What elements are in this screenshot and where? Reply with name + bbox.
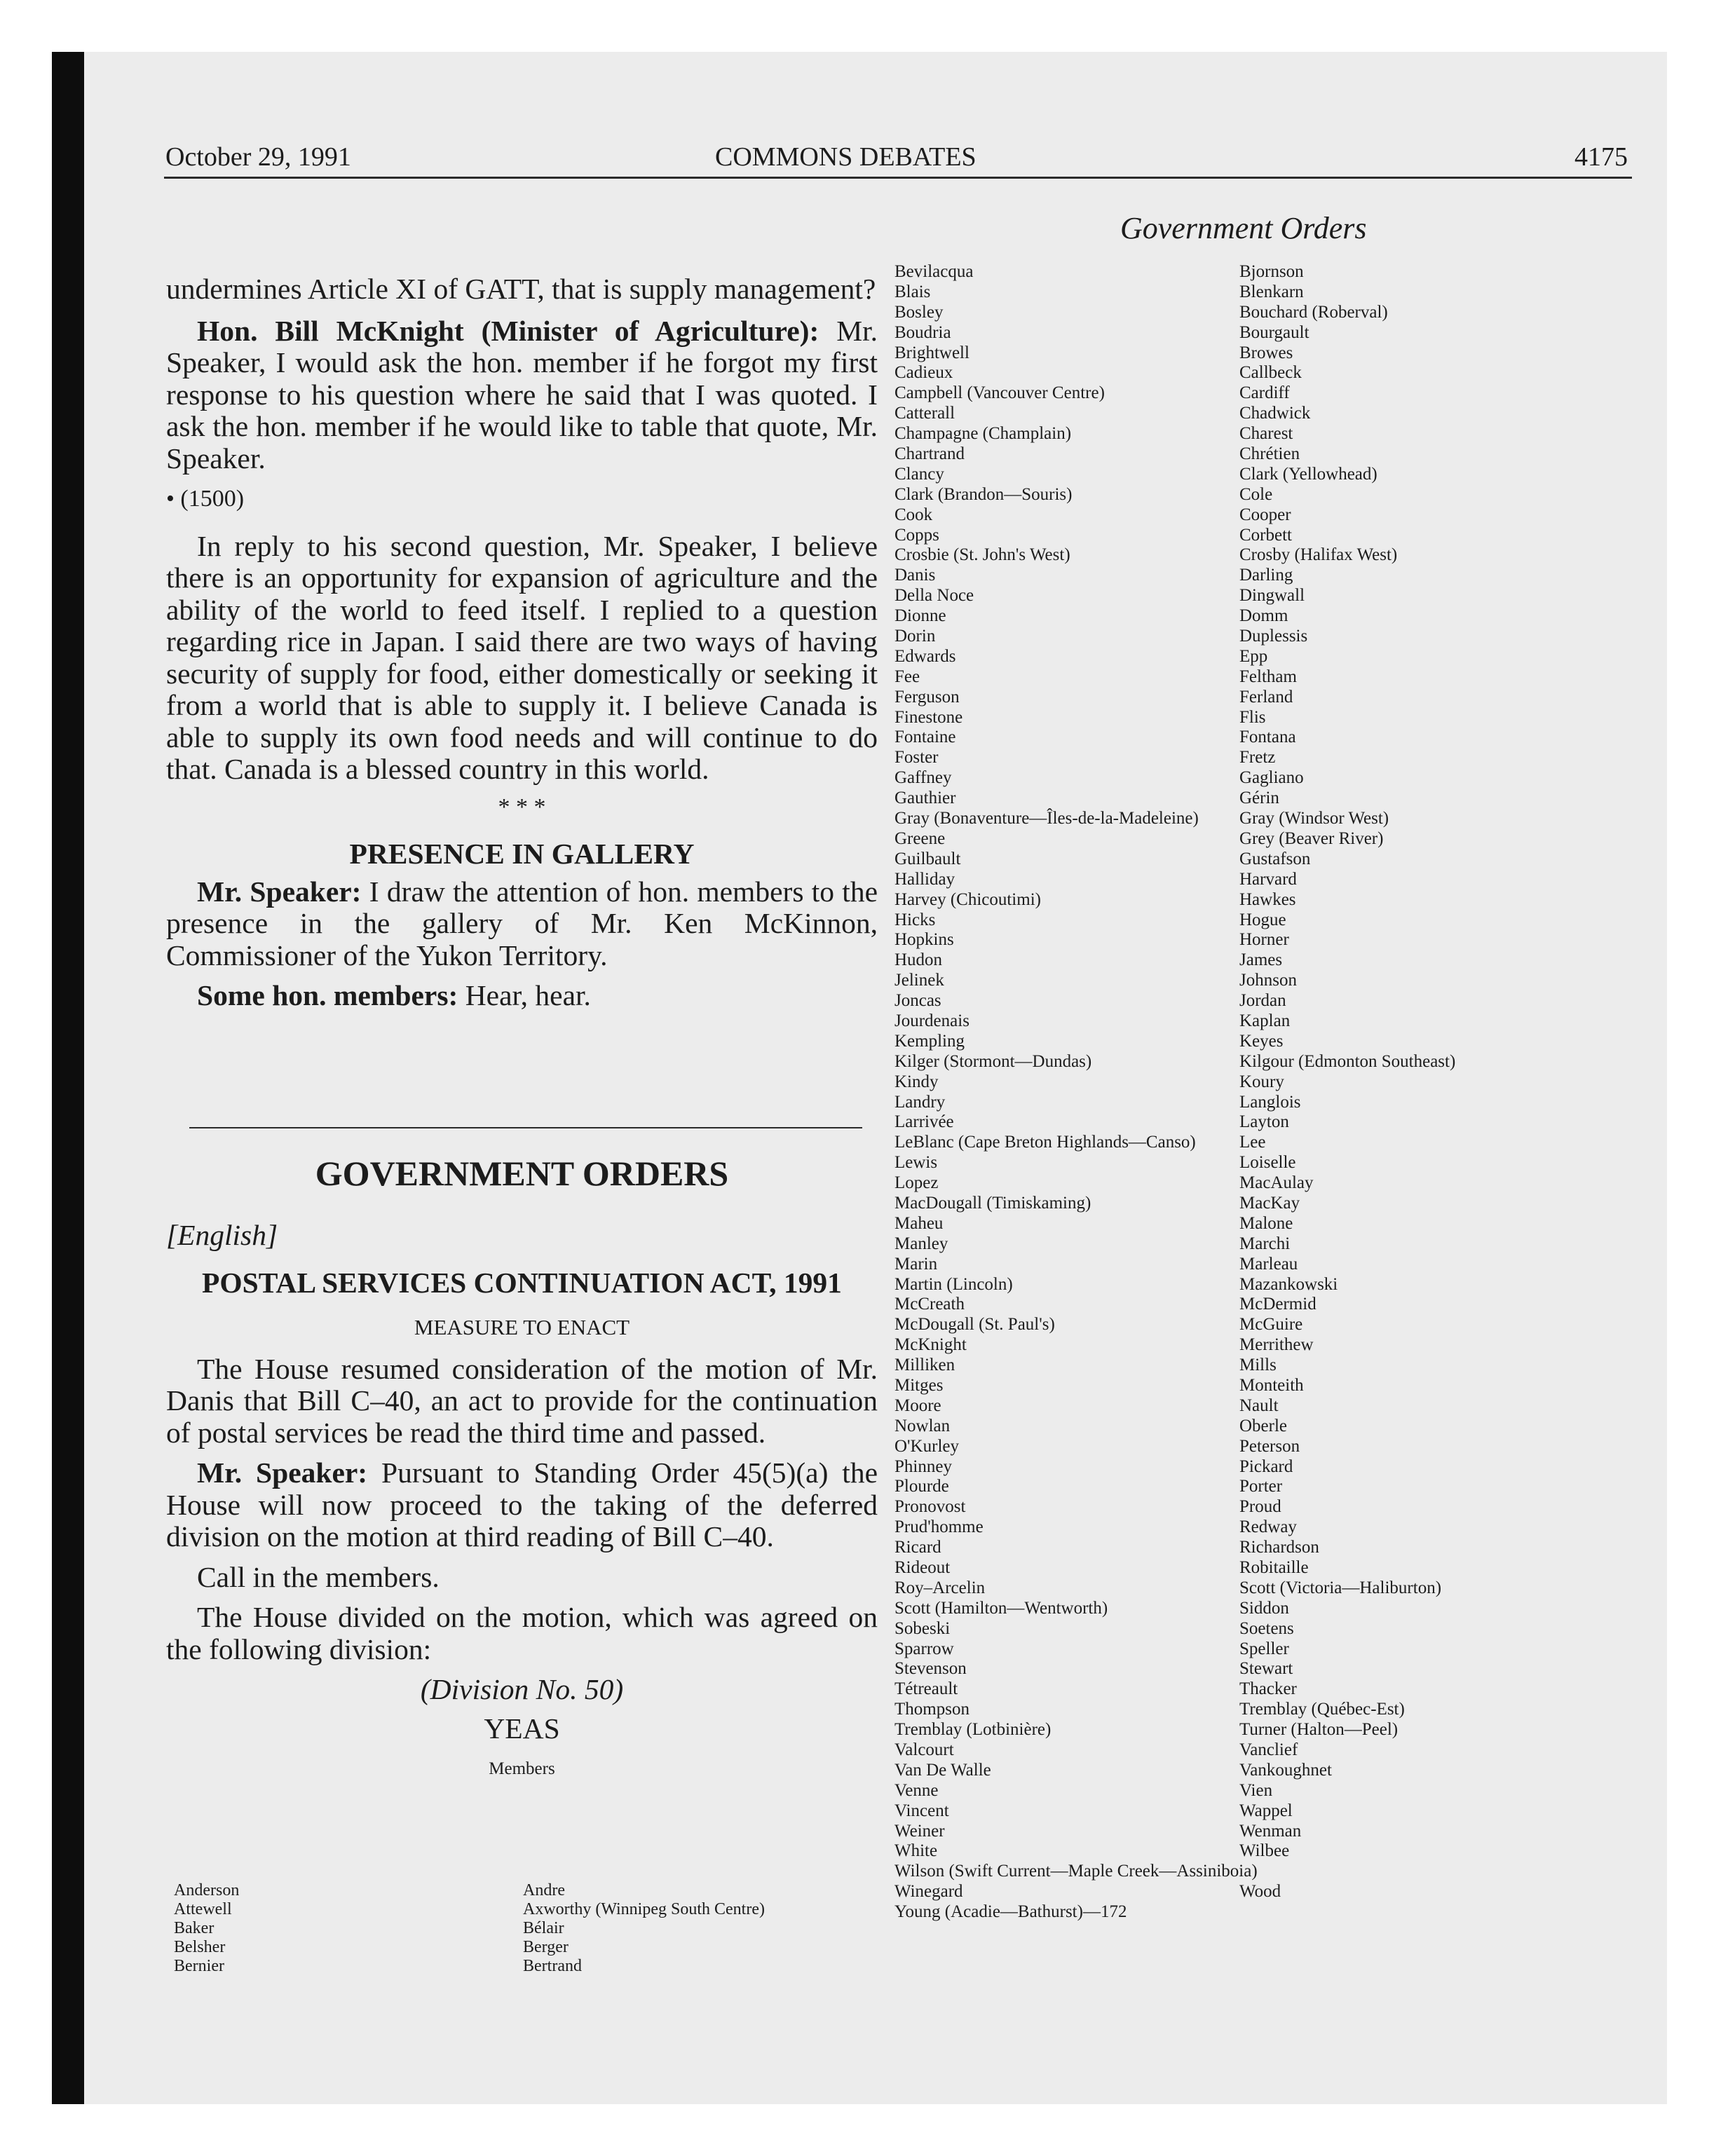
member-name: Mitges — [894, 1375, 944, 1395]
member-name: Rideout — [894, 1558, 951, 1577]
member-name: Maheu — [894, 1213, 944, 1233]
member-name: Dionne — [894, 606, 946, 626]
paragraph: The House divided on the motion, which was agreed on the following division: — [166, 1601, 878, 1665]
member-name: Jourdenais — [894, 1011, 969, 1030]
member-name: Manley — [894, 1234, 948, 1253]
member-name: Tétreault — [894, 1679, 958, 1699]
member-name: Edwards — [894, 646, 956, 666]
member-name: Fretz — [1239, 748, 1276, 767]
member-name: Tremblay (Lotbinière) — [894, 1720, 1052, 1740]
member-name: Wilson (Swift Current—Maple Creek—Assiniboia) — [894, 1862, 1258, 1881]
binding-edge — [52, 52, 84, 2104]
member-name: Belsher — [174, 1938, 226, 1956]
member-name: Hogue — [1239, 910, 1286, 929]
member-name: Axworthy (Winnipeg South Centre) — [523, 1900, 765, 1918]
member-name: Chrétien — [1239, 444, 1300, 464]
member-name: Hopkins — [894, 930, 954, 950]
member-name: Marin — [894, 1254, 938, 1274]
members-list-right — [523, 1881, 765, 1976]
member-name: Tremblay (Québec-Est) — [1239, 1700, 1405, 1719]
member-name: Ricard — [894, 1538, 941, 1557]
member-name: Chartrand — [894, 444, 965, 464]
member-name: Bouchard (Roberval) — [1239, 302, 1388, 322]
member-name: McKnight — [894, 1335, 967, 1355]
member-name: Pronovost — [894, 1497, 966, 1517]
member-name: Larrivée — [894, 1112, 954, 1132]
member-name: Martin (Lincoln) — [894, 1274, 1013, 1294]
member-name: Berger — [523, 1938, 569, 1956]
member-name: Cardiff — [1239, 383, 1290, 403]
member-name: Malone — [1239, 1213, 1293, 1233]
member-name: Callbeck — [1239, 363, 1302, 383]
speech-text: Pursuant to Standing Order 45(5)(a) the House will now proceed to the taking of the deferred division on the motion at third reading of Bill C–40. — [166, 1456, 878, 1553]
member-name: Prud'homme — [894, 1517, 984, 1537]
member-name: Clancy — [894, 464, 944, 484]
act-heading: POSTAL SERVICES CONTINUATION ACT, 1991 — [202, 1266, 842, 1299]
member-name: Ferguson — [894, 687, 960, 707]
member-name: Harvard — [1239, 869, 1297, 889]
member-name: Chadwick — [1239, 404, 1311, 423]
speech-text: I draw the attention of hon. members to the presence in the gallery of Mr. Ken McKinnon, Commissioner of the Yukon Territory. — [166, 875, 878, 971]
member-name: Speller — [1239, 1639, 1289, 1658]
member-name — [1239, 1862, 1455, 1882]
member-name: Gagliano — [1239, 768, 1304, 788]
member-name: Bélair — [523, 1919, 564, 1937]
member-name: Valcourt — [894, 1740, 954, 1760]
member-name: Milliken — [894, 1356, 955, 1375]
member-name: Dorin — [894, 627, 936, 646]
paragraph: Call in the members. — [197, 1560, 440, 1593]
member-name: Venne — [894, 1780, 939, 1800]
member-name: Wilbee — [1239, 1841, 1290, 1861]
member-name: Cole — [1239, 484, 1273, 504]
member-name: Kindy — [894, 1072, 939, 1091]
member-name: Joncas — [894, 991, 941, 1011]
member-name: Koury — [1239, 1072, 1284, 1091]
scanned-page — [52, 52, 1667, 2104]
member-name: Darling — [1239, 566, 1293, 585]
member-name: Guilbault — [894, 849, 961, 868]
member-name: Crosby (Halifax West) — [1239, 545, 1398, 565]
member-name: Harvey (Chicoutimi) — [894, 889, 1041, 909]
member-name: Crosbie (St. John's West) — [894, 545, 1070, 565]
member-name: Fontaine — [894, 728, 956, 747]
member-name: Attewell — [174, 1900, 232, 1918]
member-name: Bourgault — [1239, 322, 1309, 342]
member-name: Stevenson — [894, 1659, 967, 1679]
member-name: Mills — [1239, 1356, 1277, 1375]
member-name: Clark (Yellowhead) — [1239, 464, 1377, 484]
member-name: Danis — [894, 566, 936, 585]
division-label: (Division No. 50) — [420, 1673, 624, 1705]
members-label: Members — [489, 1759, 555, 1778]
member-name: Bosley — [894, 302, 944, 322]
member-name: Domm — [1239, 606, 1288, 626]
member-name: Vien — [1239, 1780, 1273, 1800]
section-rule — [189, 1127, 862, 1128]
speaker-name: Some hon. members: — [197, 979, 458, 1011]
paragraph — [166, 980, 878, 1012]
header-title: COMMONS DEBATES — [715, 142, 977, 172]
paragraph — [166, 315, 878, 475]
section-label: Government Orders — [1120, 211, 1367, 245]
member-name: Weiner — [894, 1821, 945, 1841]
member-name: Roy–Arcelin — [894, 1578, 986, 1597]
member-name: Langlois — [1239, 1092, 1301, 1112]
paragraph — [166, 1457, 878, 1553]
member-name: Feltham — [1239, 667, 1297, 686]
member-name: Blenkarn — [1239, 282, 1304, 301]
member-name: Soetens — [1239, 1618, 1294, 1638]
member-name: Gauthier — [894, 789, 956, 808]
member-name: Andre — [523, 1881, 565, 1899]
member-name: Merrithew — [1239, 1335, 1314, 1355]
member-name: Della Noce — [894, 586, 974, 606]
member-name: Blais — [894, 282, 931, 301]
member-name: Wappel — [1239, 1801, 1293, 1820]
member-name: Gray (Bonaventure—Îles-de-la-Madeleine) — [894, 809, 1199, 828]
member-name: McGuire — [1239, 1315, 1303, 1335]
orders-heading: GOVERNMENT ORDERS — [315, 1154, 729, 1193]
member-name: Flis — [1239, 707, 1266, 727]
member-name: Pickard — [1239, 1456, 1293, 1476]
header-date: October 29, 1991 — [165, 142, 351, 172]
member-name: Jordan — [1239, 991, 1286, 1011]
member-name: Keyes — [1239, 1031, 1284, 1051]
member-name: Kilger (Stormont—Dundas) — [894, 1051, 1092, 1071]
member-name: Ferland — [1239, 687, 1293, 707]
member-name: Lewis — [894, 1153, 938, 1173]
member-name: Thompson — [894, 1700, 969, 1719]
member-name: Layton — [1239, 1112, 1289, 1132]
speaker-name: Hon. Bill McKnight (Minister of Agriculture): — [197, 314, 819, 347]
member-name: Vincent — [894, 1801, 949, 1820]
member-name: MacDougall (Timiskaming) — [894, 1193, 1091, 1213]
member-name: Scott (Victoria—Haliburton) — [1239, 1578, 1442, 1597]
member-name: Scott (Hamilton—Wentworth) — [894, 1598, 1108, 1618]
speech-text: Mr. Speaker, I would ask the hon. member if he forgot my first response to his question where he said that I was quoted. I ask the hon. member if he would like to table that quote, Mr. Speaker. — [166, 314, 878, 475]
member-name: Wood — [1239, 1882, 1281, 1902]
member-name: Peterson — [1239, 1436, 1300, 1456]
member-name: Hawkes — [1239, 889, 1296, 909]
member-name: Nault — [1239, 1396, 1279, 1415]
member-name: McDougall (St. Paul's) — [894, 1315, 1055, 1335]
member-name: Bevilacqua — [894, 262, 974, 281]
member-name: Moore — [894, 1396, 941, 1415]
act-subheading: MEASURE TO ENACT — [414, 1315, 630, 1339]
member-name: Greene — [894, 828, 946, 848]
member-name: Marchi — [1239, 1234, 1291, 1253]
gallery-heading: PRESENCE IN GALLERY — [349, 838, 695, 870]
member-name: Champagne (Champlain) — [894, 424, 1072, 444]
member-name: Hudon — [894, 950, 943, 970]
member-name: Anderson — [174, 1881, 240, 1899]
member-name: O'Kurley — [894, 1436, 959, 1456]
member-name: Cook — [894, 505, 933, 524]
member-name: Bernier — [174, 1957, 224, 1975]
member-name: Johnson — [1239, 971, 1297, 990]
member-name: Turner (Halton—Peel) — [1239, 1720, 1399, 1740]
member-name: Bertrand — [523, 1957, 582, 1975]
member-name: White — [894, 1841, 938, 1861]
member-name: Campbell (Vancouver Centre) — [894, 383, 1105, 403]
member-name: Browes — [1239, 343, 1293, 362]
speaker-name: Mr. Speaker: — [197, 1456, 368, 1489]
paragraph: undermines Article XI of GATT, that is supply management? — [166, 273, 876, 305]
member-name: Oberle — [1239, 1416, 1288, 1435]
member-name: Epp — [1239, 646, 1268, 666]
header-page-number: 4175 — [1574, 142, 1628, 172]
member-name: Catterall — [894, 404, 955, 423]
member-name: Marleau — [1239, 1254, 1298, 1274]
member-name: Loiselle — [1239, 1153, 1296, 1173]
member-name: Gustafson — [1239, 849, 1311, 868]
member-name: Baker — [174, 1919, 215, 1937]
member-name: MacAulay — [1239, 1173, 1314, 1193]
member-name: Gérin — [1239, 789, 1279, 808]
member-name: Fee — [894, 667, 920, 686]
member-name: Sobeski — [894, 1618, 951, 1638]
member-name: Plourde — [894, 1477, 949, 1496]
member-name: Stewart — [1239, 1659, 1293, 1679]
member-name: Fontana — [1239, 728, 1296, 747]
member-name: MacKay — [1239, 1193, 1300, 1213]
member-name: Charest — [1239, 424, 1293, 444]
yeas-label: YEAS — [484, 1712, 560, 1745]
member-name: Mazankowski — [1239, 1274, 1338, 1294]
yeas-list-column-1 — [894, 262, 1258, 1923]
member-name: Vankoughnet — [1239, 1760, 1332, 1780]
member-name: Kilgour (Edmonton Southeast) — [1239, 1051, 1456, 1071]
member-name: Proud — [1239, 1497, 1281, 1517]
member-name: Cadieux — [894, 363, 953, 383]
member-name: Van De Walle — [894, 1760, 991, 1780]
member-name: McCreath — [894, 1295, 965, 1314]
member-name: Siddon — [1239, 1598, 1289, 1618]
header-rule — [164, 177, 1632, 179]
member-name: Foster — [894, 748, 939, 767]
member-name: Brightwell — [894, 343, 969, 362]
member-name: Gray (Windsor West) — [1239, 809, 1389, 828]
member-name: Hicks — [894, 910, 936, 929]
member-name: Thacker — [1239, 1679, 1297, 1699]
member-name: Young (Acadie—Bathurst)—172 — [894, 1902, 1127, 1922]
member-name: Nowlan — [894, 1416, 951, 1435]
time-marker: • (1500) — [166, 486, 245, 512]
member-name: McDermid — [1239, 1295, 1316, 1314]
section-break-asterisks: * * * — [498, 793, 546, 820]
members-list-left — [174, 1881, 239, 1976]
member-name: Grey (Beaver River) — [1239, 828, 1384, 848]
member-name: Monteith — [1239, 1375, 1304, 1395]
member-name: Duplessis — [1239, 627, 1308, 646]
member-name: Dingwall — [1239, 586, 1305, 606]
speaker-name: Mr. Speaker: — [197, 875, 362, 908]
member-name: Horner — [1239, 930, 1289, 950]
member-name: Porter — [1239, 1477, 1283, 1496]
speech-text: Hear, hear. — [458, 979, 591, 1011]
member-name: Lopez — [894, 1173, 939, 1193]
member-name: Kaplan — [1239, 1011, 1291, 1030]
member-name: Landry — [894, 1092, 946, 1112]
member-name: Finestone — [894, 707, 963, 727]
left-column-lower — [166, 1154, 878, 1785]
member-name: Richardson — [1239, 1538, 1319, 1557]
member-name: Vanclief — [1239, 1740, 1298, 1760]
member-name: Halliday — [894, 869, 955, 889]
member-name: Phinney — [894, 1456, 952, 1476]
member-name: Robitaille — [1239, 1558, 1309, 1577]
member-name: James — [1239, 950, 1283, 970]
member-name: Corbett — [1239, 525, 1292, 545]
paragraph — [166, 876, 878, 972]
member-name: Boudria — [894, 322, 951, 342]
member-name: Gaffney — [894, 768, 952, 788]
member-name: Lee — [1239, 1133, 1266, 1152]
yeas-list-column-2 — [1239, 262, 1455, 1902]
language-tag: [English] — [166, 1219, 278, 1251]
member-name: Kempling — [894, 1031, 965, 1051]
paragraph: In reply to his second question, Mr. Speaker, I believe there is an opportunity for expansion of agriculture and the ability of the world to feed itself. I replied to a question regarding rice in Japan. I said there are two ways of having security of supply for food, either domestically or seeking it from a world that is able to supply it. I believe Canada is able to supply its own food needs and will continue to do that. Canada is a blessed country in this world. — [166, 529, 878, 785]
member-name: Cooper — [1239, 505, 1291, 524]
member-name: Wenman — [1239, 1821, 1302, 1841]
member-name: Clark (Brandon—Souris) — [894, 484, 1073, 504]
member-name: LeBlanc (Cape Breton Highlands—Canso) — [894, 1133, 1196, 1152]
left-column-upper — [166, 273, 878, 1012]
paragraph: The House resumed consideration of the motion of Mr. Danis that Bill C–40, an act to provide for the continuation of postal services be read the third time and passed. — [166, 1352, 878, 1449]
member-name: Sparrow — [894, 1639, 954, 1658]
member-name: Jelinek — [894, 971, 944, 990]
member-name: Copps — [894, 525, 939, 545]
member-name: Winegard — [894, 1882, 963, 1902]
member-name: Redway — [1239, 1517, 1297, 1537]
member-name: Bjornson — [1239, 262, 1304, 281]
